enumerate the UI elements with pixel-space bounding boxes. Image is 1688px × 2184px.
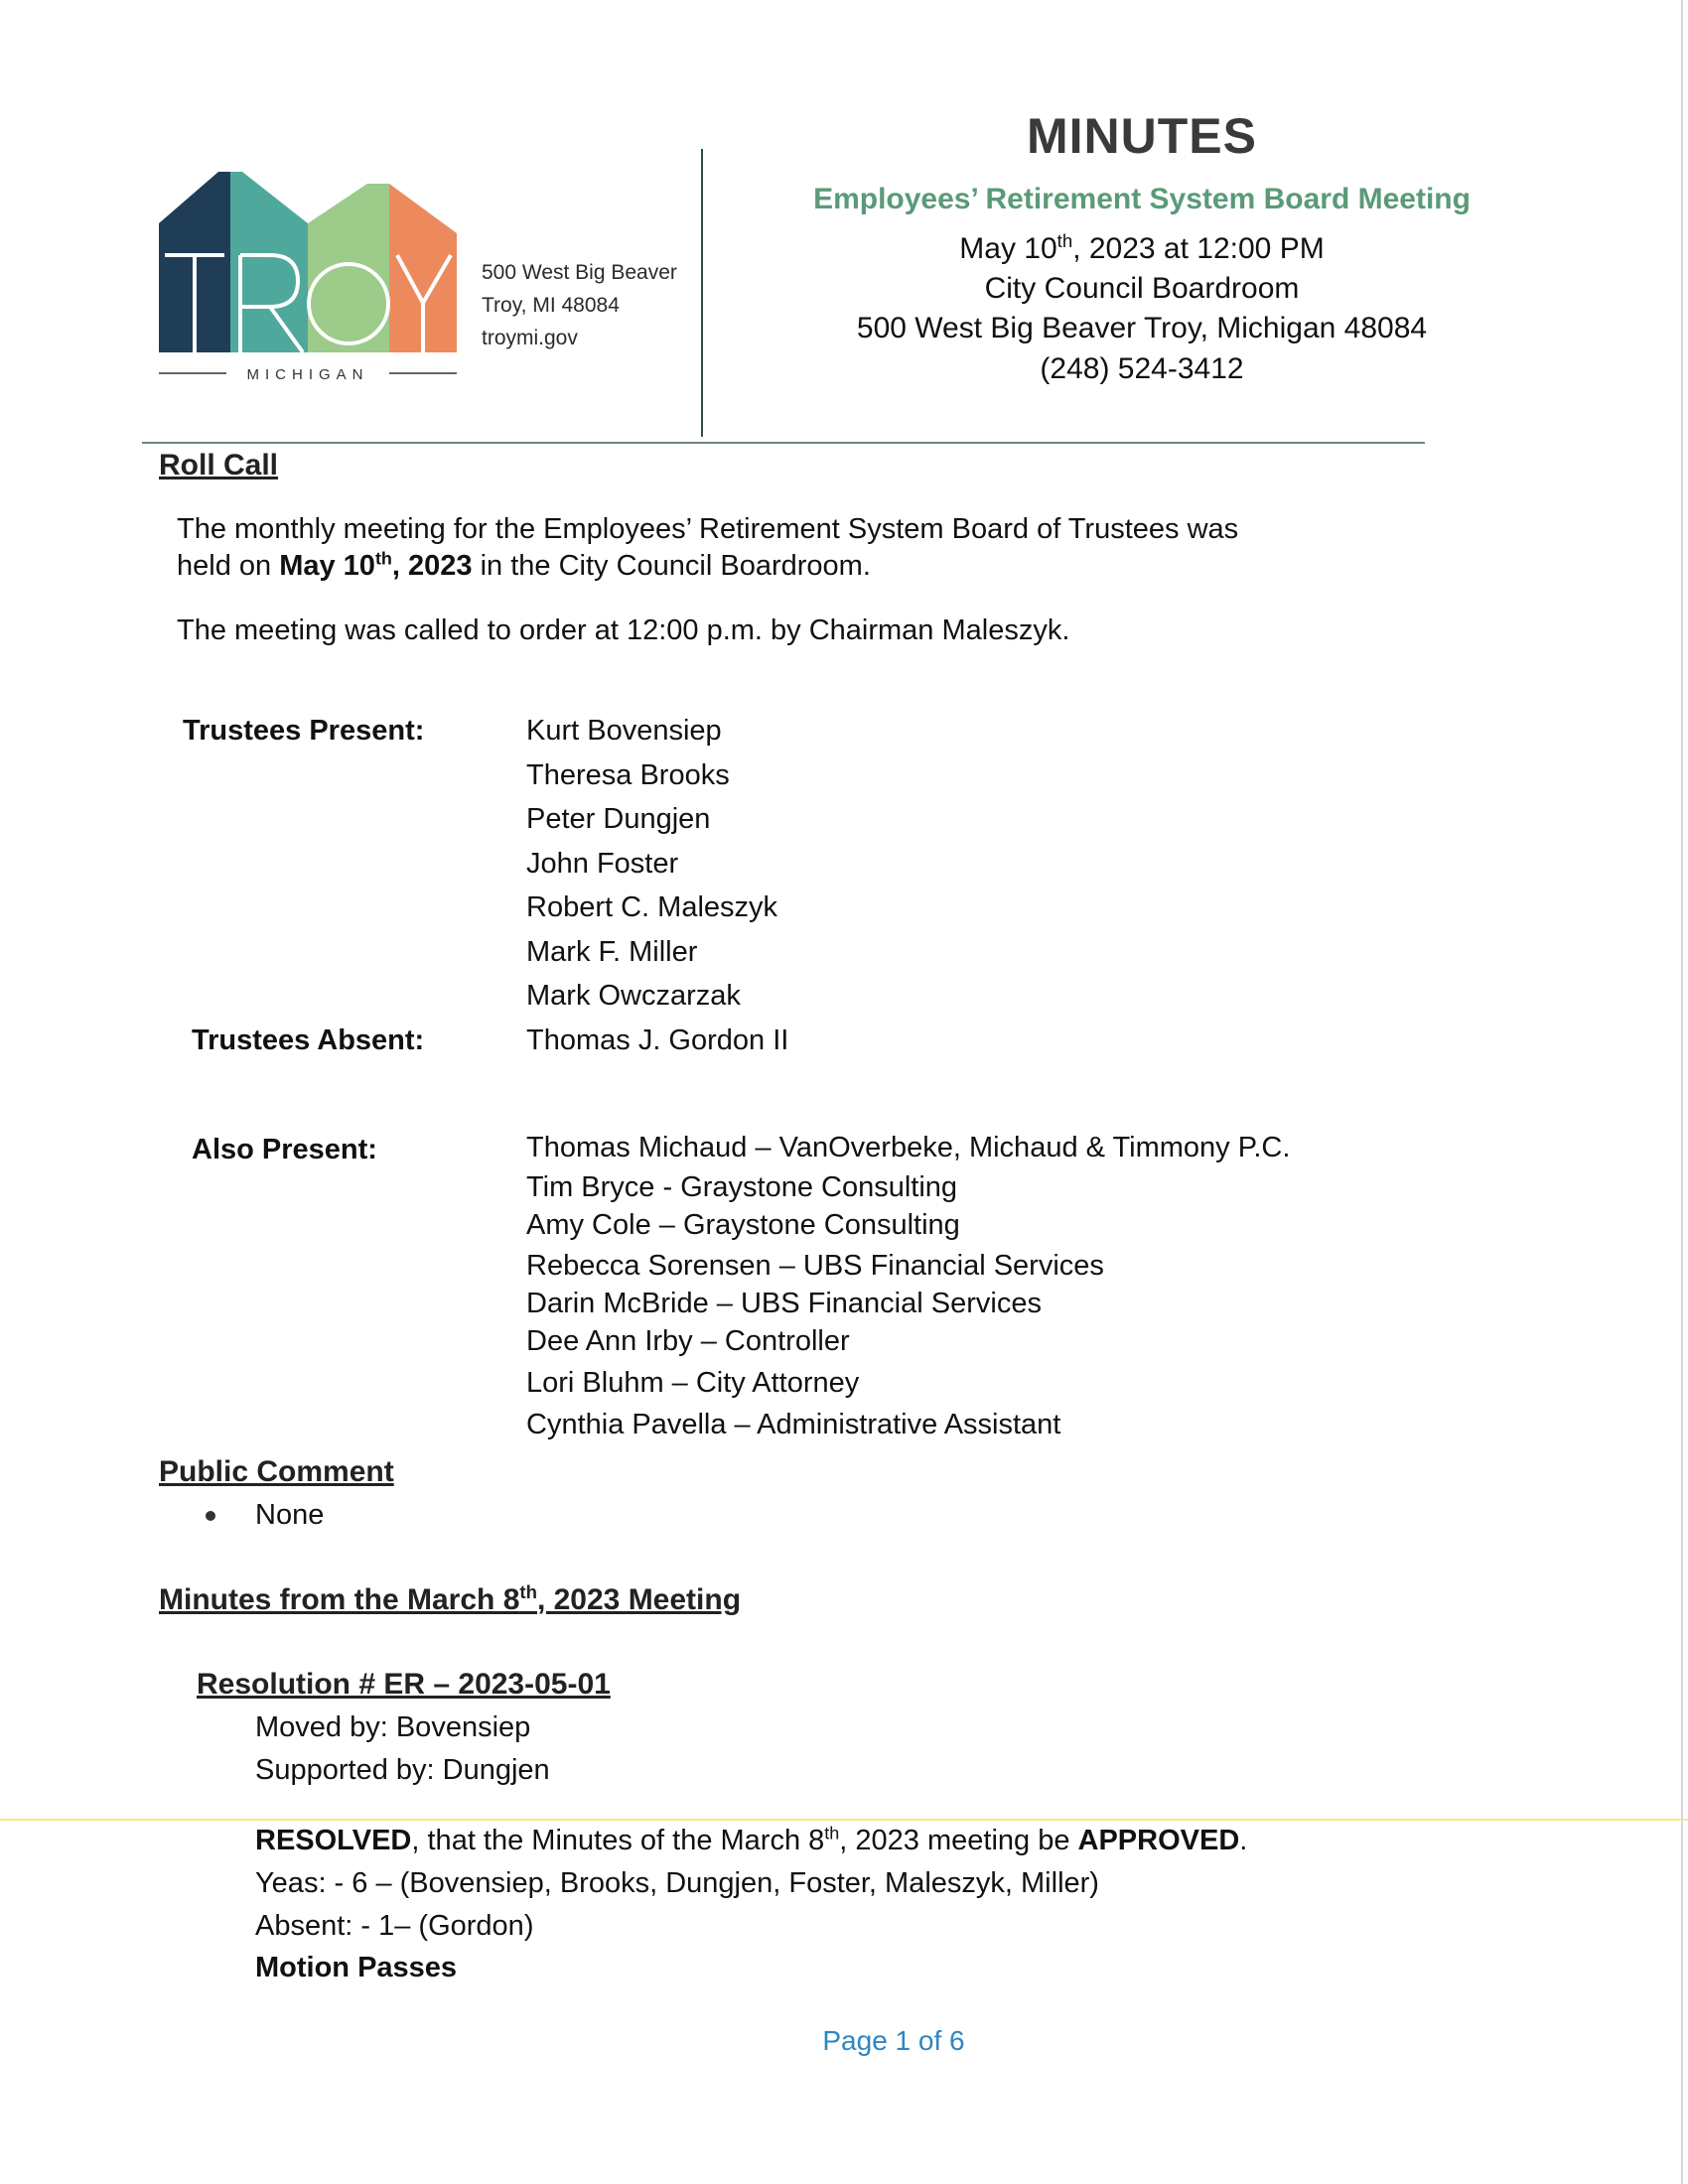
resolved-statement: RESOLVED, that the Minutes of the March 8th, 2023 meeting be APPROVED. (255, 1823, 1248, 1856)
list-item: Dee Ann Irby – Controller (526, 1325, 850, 1357)
bullet-icon (206, 1511, 215, 1521)
list-item: Peter Dungjen (526, 803, 711, 835)
roll-call-paragraph: The monthly meeting for the Employees’ Retirement System Board of Trustees was held on May 10th, 2023 in the City Council Boardroom. (177, 513, 1239, 582)
troy-logo (159, 164, 457, 382)
page-edge (1681, 0, 1683, 2184)
trustees-absent-label: Trustees Absent: (192, 1024, 425, 1056)
roll-call-heading: Roll Call (159, 449, 279, 481)
meeting-subtitle: Employees’ Retirement System Board Meeting (813, 183, 1471, 215)
trustees-absent-name: Thomas J. Gordon II (526, 1024, 789, 1056)
meeting-date: May 10th, 2023 at 12:00 PM (959, 230, 1325, 265)
list-item: Theresa Brooks (526, 758, 730, 791)
list-item: Thomas Michaud – VanOverbeke, Michaud & Timmony P.C. (526, 1132, 1291, 1163)
moved-by: Moved by: Bovensiep (255, 1711, 531, 1743)
header-divider-vertical (701, 149, 703, 437)
meeting-address: 500 West Big Beaver Troy, Michigan 48084 (856, 312, 1428, 344)
troy-logo-graphic (159, 164, 457, 382)
address-line-1: 500 West Big Beaver (482, 261, 677, 284)
also-present-label: Also Present: (192, 1134, 377, 1165)
list-item: Darin McBride – UBS Financial Services (526, 1288, 1042, 1319)
public-comment-item: None (255, 1499, 325, 1531)
public-comment-heading: Public Comment (159, 1455, 394, 1488)
address-website: troymi.gov (482, 327, 578, 349)
trustees-present-label: Trustees Present: (183, 715, 425, 747)
vote-yeas: Yeas: - 6 – (Bovensiep, Brooks, Dungjen, Foster, Maleszyk, Miller) (255, 1867, 1099, 1899)
page-title: MINUTES (1027, 108, 1257, 164)
list-item: Kurt Bovensiep (526, 715, 722, 747)
call-to-order: The meeting was called to order at 12:00 p.m. by Chairman Maleszyk. (177, 614, 1070, 646)
trustees-present-list (526, 715, 777, 1024)
page-number: Page 1 of 6 (822, 2025, 965, 2056)
address-line-2: Troy, MI 48084 (482, 294, 620, 317)
resolution-number: Resolution # ER – 2023-05-01 (197, 1668, 611, 1701)
list-item: John Foster (526, 847, 679, 880)
address-block (482, 256, 677, 354)
also-present-list (526, 1132, 1290, 1446)
list-item: Rebecca Sorensen – UBS Financial Services (526, 1250, 1104, 1282)
list-item: Mark Owczarzak (526, 980, 741, 1012)
list-item: Robert C. Maleszyk (526, 891, 778, 923)
header-divider-horizontal (142, 442, 1425, 444)
meeting-location: City Council Boardroom (984, 272, 1300, 305)
supported-by: Supported by: Dungjen (255, 1754, 550, 1786)
scan-line (0, 1819, 1688, 1821)
motion-result: Motion Passes (255, 1952, 458, 1983)
list-item: Amy Cole – Graystone Consulting (526, 1209, 960, 1241)
vote-absent: Absent: - 1– (Gordon) (255, 1910, 534, 1942)
list-item: Mark F. Miller (526, 935, 698, 968)
list-item: Lori Bluhm – City Attorney (526, 1367, 860, 1399)
list-item: Tim Bryce - Graystone Consulting (526, 1171, 958, 1203)
minutes-heading: Minutes from the March 8th, 2023 Meeting (159, 1581, 742, 1616)
list-item: Cynthia Pavella – Administrative Assistant (526, 1409, 1061, 1440)
logo-michigan-text: MICHIGAN (246, 366, 369, 382)
meeting-phone: (248) 524-3412 (1040, 352, 1244, 385)
